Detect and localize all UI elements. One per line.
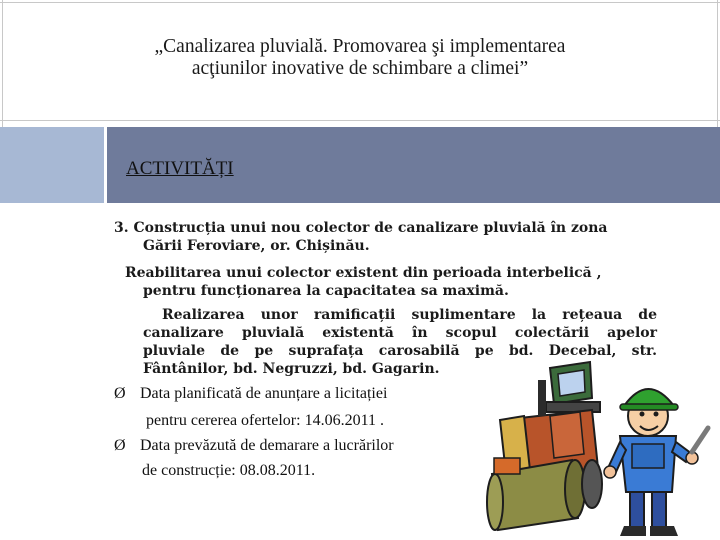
frame-left-line [2, 0, 3, 127]
frame-mid-line [0, 120, 720, 121]
bullet-text: Data planificată de anunțare a licitației [140, 385, 388, 402]
slide-title [40, 36, 680, 80]
branch-line-4: Fântânilor, bd. Negruzzi, bd. Gagarin. [143, 361, 440, 377]
rehab-line-2: pentru funcționarea la capacitatea sa maximă. [143, 283, 509, 299]
bullet-item [114, 436, 394, 456]
rehab-line-1: Reabilitarea unui colector existent din perioada interbelică , [125, 265, 602, 281]
item3-line-1: 3. Construcția unui nou colector de canalizare pluvială în zona [114, 220, 608, 236]
accent-band-left [0, 127, 104, 203]
item3-line-2: Gării Feroviare, or. Chișinău. [143, 238, 370, 254]
branch-line-1: Realizarea unor ramificații suplimentare la rețeaua de [162, 307, 657, 323]
arrow-bullet-icon: Ø [114, 437, 126, 454]
section-heading: ACTIVITĂȚI [126, 158, 234, 179]
frame-top-line [0, 2, 720, 3]
bullet-item [114, 384, 387, 404]
construction-illustration [480, 358, 715, 538]
branch-line-2: canalizare pluvială existentă în scopul colectării apelor [143, 325, 657, 341]
title-line-1: „Canalizarea pluvială. Promovarea şi implementarea [154, 36, 566, 57]
bullet-continuation: pentru cererea ofertelor: 14.06.2011 . [146, 412, 384, 429]
arrow-bullet-icon: Ø [114, 385, 126, 402]
frame-right-line [717, 0, 718, 127]
construction-worker-illustration [604, 389, 708, 536]
branch-line-3: pluviale de pe suprafața carosabilă pe bd. Decebal, str. [143, 343, 657, 359]
title-line-2: acţiunilor inovative de schimbare a climei” [191, 58, 529, 79]
bullet-continuation: de construcție: 08.08.2011. [142, 462, 316, 479]
road-roller-illustration [487, 362, 602, 530]
bullet-text: Data prevăzută de demarare a lucrărilor [140, 437, 394, 454]
